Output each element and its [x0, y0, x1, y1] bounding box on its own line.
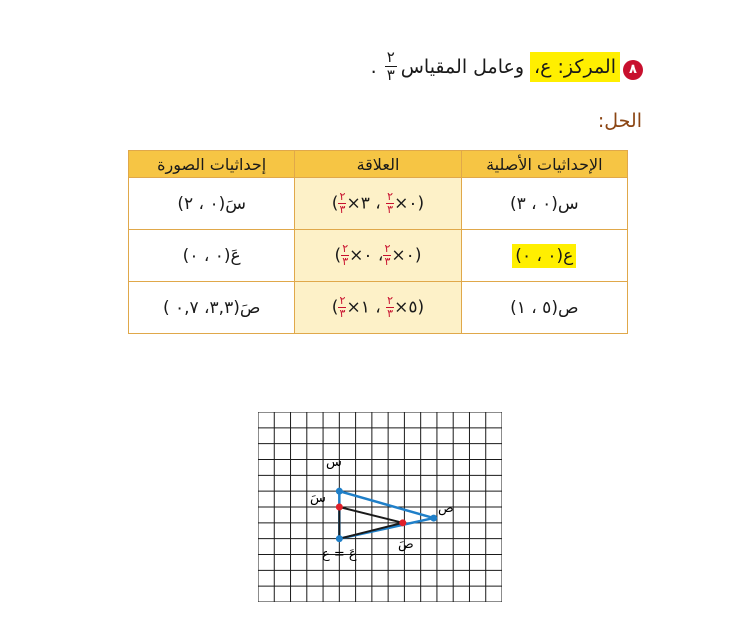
header-relation: العلاقة [295, 151, 461, 178]
coordinate-grid [258, 412, 502, 602]
relation-cell: (٠× ٢ ٣ ، ٣× ٢ ٣ ) [295, 178, 461, 230]
point-origin [336, 535, 343, 542]
label-s: س [326, 455, 342, 470]
original-triangle [339, 491, 433, 539]
point-p [430, 515, 437, 522]
scale-denominator: ٣ [386, 66, 395, 84]
solution-label: الحل: [597, 110, 642, 132]
original-cell: س(٠ ، ٣) [461, 178, 627, 230]
image-cell: عَ(٠ ، ٠) [129, 230, 295, 282]
scale-fraction [385, 50, 397, 83]
table-row [129, 230, 628, 282]
coordinates-table [128, 150, 628, 334]
label-s-image: سَ [310, 491, 326, 506]
problem-number-badge: ٨ [623, 60, 643, 80]
label-p-image: صَ [398, 537, 414, 552]
image-cell: سَ(٠ ، ٢) [129, 178, 295, 230]
image-cell: صَ(٣,٣، ٠,٧ ) [129, 282, 295, 334]
period: . [370, 55, 377, 78]
original-cell: ص(٥ ، ١) [461, 282, 627, 334]
table-row [129, 178, 628, 230]
point-s [336, 488, 343, 495]
header-original: الإحداثيات الأصلية [461, 151, 627, 178]
point-s-image [336, 504, 343, 511]
header-image: إحداثيات الصورة [129, 151, 295, 178]
label-origin: عَ = ع [322, 547, 357, 562]
center-label: المركز: ع، [530, 52, 620, 82]
label-p: ص [438, 501, 454, 516]
relation-cell: (٥× ٢ ٣ ، ١× ٢ ٣ ) [295, 282, 461, 334]
point-p-image [399, 519, 406, 526]
scale-text: وعامل المقياس [400, 55, 525, 78]
relation-cell: (٠× ٢ ٣ ، ٠× ٢ ٣ ) [295, 230, 461, 282]
scale-numerator: ٢ [386, 48, 395, 66]
original-cell: ع(٠ ، ٠) [461, 230, 627, 282]
grid-lines [258, 412, 502, 602]
table-row [129, 282, 628, 334]
problem-statement [371, 50, 620, 83]
